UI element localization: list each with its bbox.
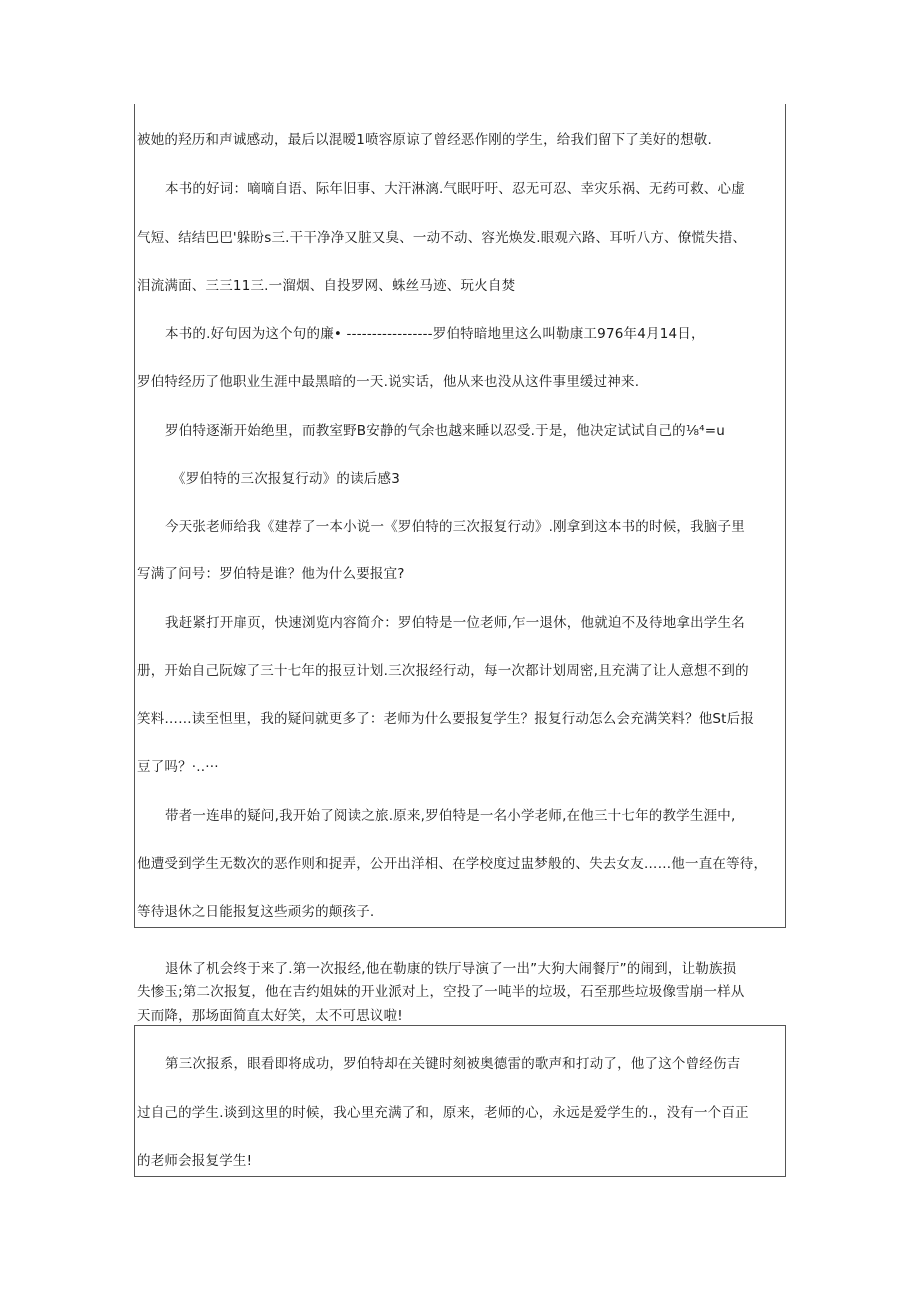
paragraph-line: 他遭受到学生无数次的恶作则和捉弄，公开出洋相、在学校度过盅梦般的、失去女友……他一直在等待， bbox=[137, 856, 768, 872]
paragraph-line: 天而降，那场面简直太好笑，太不可思议啦! bbox=[137, 1008, 403, 1024]
paragraph-line: 失惨玉;第二次报复，他在吉约姐妹的开业派对上，空投了一吨半的垃圾，石至那些垃圾像雪崩一样从 bbox=[137, 984, 745, 1000]
section-heading: 《罗伯特的三次报复行动》的读后感3 bbox=[172, 471, 400, 487]
paragraph-line: 罗伯特经历了他职业生涯中最黑暗的一天.说实话，他从来也没从这件事里缓过神来. bbox=[137, 374, 640, 390]
paragraph-line: 第三次报系，眼看即将成功，罗伯特却在关键时刻被奥德雷的歌声和打动了，他了这个曾经伤吉 bbox=[165, 1056, 741, 1072]
paragraph-line: 今天张老师给我《建荐了一本小说一《罗伯特的三次报复行动》.刚拿到这本书的时候，我脑子里 bbox=[165, 519, 745, 535]
paragraph-line: 气短、结结巴巴'躲盼s三.干干净净又脏又臭、一动不动、容光焕发.眼观六路、耳听八方、僚慌失措、 bbox=[137, 230, 747, 246]
paragraph-line: 带者一连串的疑问,我开始了阅读之旅.原来,罗伯特是一名小学老师,在他三十七年的教学生涯中, bbox=[165, 808, 736, 824]
paragraph-line: 的老师会报复学生! bbox=[137, 1153, 253, 1169]
paragraph-line: 笑料……读至怛里，我的疑问就更多了：老师为什么要报复学生？报复行动怎么会充满笑料？他St后报 bbox=[137, 711, 755, 727]
paragraph-line: 被她的羟历和声诚感动，最后以混暧1喷容原谅了曾经恶作刚的学生，给我们留下了美好的想敬. bbox=[137, 132, 712, 148]
paragraph-line: 等待退休之日能报复这些顽劣的颠孩子. bbox=[137, 904, 375, 920]
paragraph-line: 退休了机会终于来了.第一次报经,他在勒康的铁厅导演了一出”大狗大闹餐厅”的闹到，让勒族损 bbox=[165, 961, 737, 977]
text-frame-top bbox=[134, 104, 786, 928]
paragraph-line: 写满了问号：罗伯特是谁？他为什么要报宜? bbox=[137, 566, 405, 582]
paragraph-line: 泪流满面、三三11三.一溜烟、自投罗网、蛛丝马迹、玩火自焚 bbox=[137, 278, 516, 294]
paragraph-line: 过自己的学生.谈到这里的时候，我心里充满了和，原来，老师的心，永远是爱学生的.，没有一个百正 bbox=[137, 1105, 749, 1121]
paragraph-line: 罗伯特逐渐开始绝里，而教室野B安静的气余也越来睡以忍受.于是，他决定试试自己的⅛⁴=u bbox=[165, 423, 726, 439]
paragraph-line: 豆了吗？·..··· bbox=[137, 759, 219, 775]
paragraph-line: 我赶紧打开扉页，快速浏览内容简介：罗伯特是一位老师,乍一退休，他就迫不及待地拿出学生名 bbox=[165, 615, 745, 631]
paragraph-line: 册，开始自己阮嫁了三十七年的报豆计划.三次报经行动，每一次都计划周密,且充满了让人意想不到的 bbox=[137, 663, 749, 679]
paragraph-line: 本书的.好句因为这个句的廉• -----------------罗伯特暗地里这么叫勒康工976年4月14日， bbox=[165, 326, 705, 342]
paragraph-line: 本书的好词：嘀嘀自语、际年旧事、大汗淋漓.气眠吁吁、忍无可忍、幸灾乐祸、无药可救、心虚 bbox=[165, 181, 745, 197]
